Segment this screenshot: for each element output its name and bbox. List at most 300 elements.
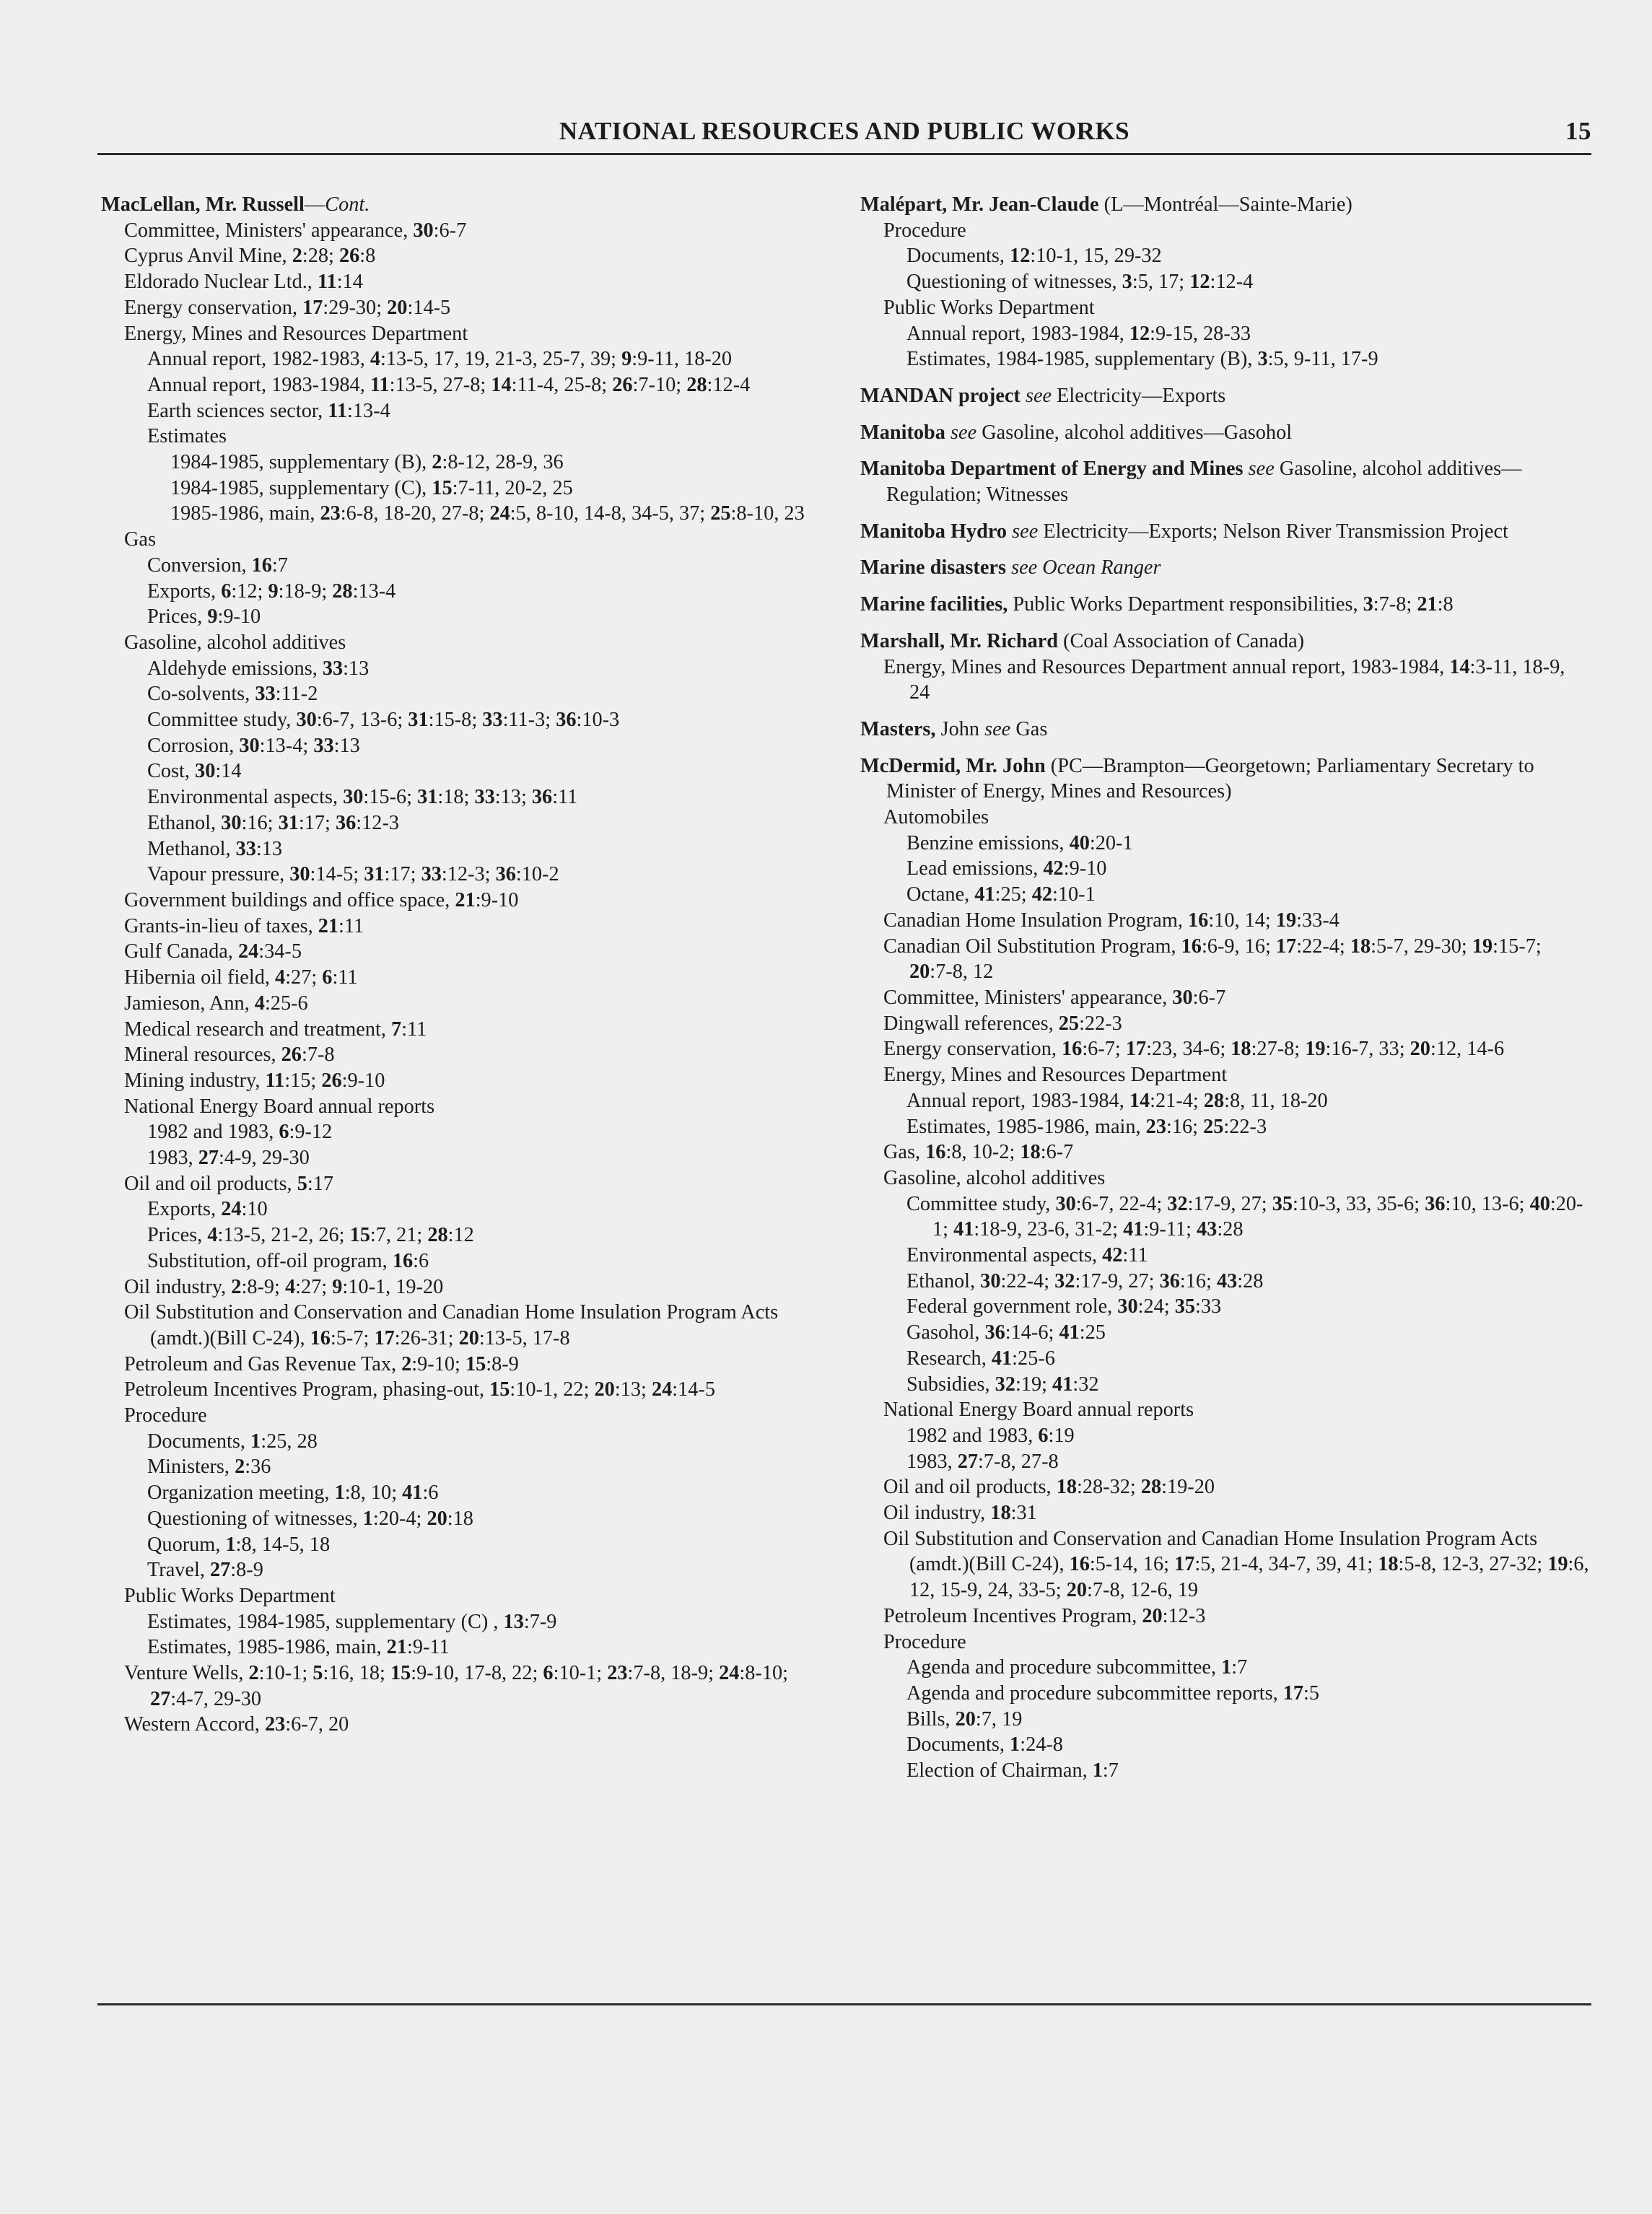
entry-text: Public Works Department [124,1584,336,1607]
entry-text: 1982 and 1983, [147,1121,279,1144]
entry-text: Ethanol, [906,1269,981,1292]
index-entry [101,1171,830,1197]
index-entry [101,1609,830,1635]
index-entry [101,1635,830,1661]
index-entry-text [124,1042,830,1068]
entry-text: Automobiles [883,806,989,829]
entry-text: :8-12, 28-9, 36 [442,451,564,474]
index-entry-text [147,1248,830,1274]
entry-text: :11 [1122,1244,1148,1267]
entry-bold-text: McDermid, Mr. John [860,754,1046,777]
entry-text: Venture Wells, [124,1662,249,1685]
index-entry-text [906,1191,1589,1243]
entry-text: :6-7 [1040,1141,1074,1164]
entry-text: :6-7; [1082,1038,1126,1061]
index-entry [101,836,830,862]
entry-text: :9-10 [341,1069,385,1092]
entry-bold-text: 16 [1069,1553,1090,1576]
entry-bold-text: 23 [320,502,341,525]
entry-bold-text: 9 [207,605,218,629]
entry-text: :10-3 [576,709,620,732]
index-entry-text [147,346,830,372]
entry-text: :8-9; [241,1275,285,1298]
index-entry [101,965,830,991]
index-entry [101,784,830,810]
entry-bold-text: 15 [432,476,453,499]
entry-bold-text: 2 [231,1275,242,1298]
entry-bold-text: 12 [1129,322,1150,345]
entry-bold-text: 30 [413,219,434,242]
index-entry [101,1712,830,1738]
entry-bold-text: 17 [1174,1553,1195,1576]
entry-bold-text: 32 [995,1373,1015,1396]
entry-text: :15-8; [428,709,483,732]
entry-text: :5-8, 12-3, 27-32; [1398,1553,1548,1576]
index-entry [860,519,1589,545]
entry-text: Electricity—Exports; Nelson River Transmission Project [1038,520,1508,543]
index-entry [860,218,1589,244]
entry-bold-text: 17 [374,1326,395,1349]
entry-text: Co-solvents, [147,683,255,706]
index-entry-text [147,836,830,862]
index-entry [860,1088,1589,1114]
entry-bold-text: 18 [1231,1038,1251,1061]
index-entry-text [883,1165,1589,1191]
index-entry [860,856,1589,882]
entry-bold-text: 36 [335,811,357,834]
index-entry [101,243,830,269]
index-entry-text [147,398,830,424]
entry-text: :9-11, 18-20 [631,348,733,371]
entry-text: :6-7, 20 [285,1713,349,1736]
index-entry [101,862,830,888]
entry-text: :6-9, 16; [1201,935,1276,958]
index-entry [860,1036,1589,1062]
entry-bold-text: 42 [1031,883,1052,906]
entry-text: Mineral resources, [124,1043,281,1067]
entry-text: Gasoline, alcohol additives [124,631,346,654]
index-entry-text [147,758,830,784]
entry-bold-text: 33 [313,734,334,757]
entry-text: :10-1; [258,1662,313,1685]
index-entry-text [883,805,1589,831]
index-entry [101,1403,830,1429]
index-entry [101,1454,830,1480]
entry-bold-text: 1 [250,1430,261,1453]
index-entry-text [860,629,1589,655]
entry-text: :3-11, 18-9, 24 [909,655,1565,704]
entry-text: :8 [359,245,376,268]
index-entry-text [124,991,830,1017]
entry-bold-text: 4 [284,1275,296,1298]
entry-text: :10-3, 33, 35-6; [1293,1192,1425,1215]
page-number: 15 [1565,117,1591,145]
index-entry-text [124,939,830,965]
index-entry [860,192,1589,218]
entry-text: Energy, Mines and Resources Department [124,322,468,345]
entry-text: National Energy Board annual reports [124,1095,435,1118]
entry-text: :27; [295,1275,333,1298]
entry-text: Federal government role, [906,1295,1118,1318]
index-entry [101,758,830,784]
index-entry-text [147,1557,830,1583]
entry-bold-text: 9 [332,1275,343,1298]
entry-text: :8, 11, 18-20 [1224,1089,1328,1112]
index-entry [101,372,830,398]
index-entry [101,1557,830,1583]
entry-text: :10-2 [515,863,559,886]
entry-text: Ethanol, [147,811,222,834]
index-entry [860,934,1589,985]
index-entry [860,908,1589,934]
entry-bold-text: 21 [1417,593,1438,616]
entry-text: :25-6 [1012,1347,1055,1370]
entry-text: :8, 10-2; [945,1141,1021,1164]
entry-bold-text: 25 [1058,1012,1080,1035]
entry-text: :13-5, 17-8 [478,1326,570,1349]
index-entry-text [906,269,1589,295]
entry-text: :5, 21-4, 34-7, 39, 41; [1194,1553,1378,1576]
index-entry-text [124,1171,830,1197]
entry-text: :9-10, 17-8, 22; [411,1662,543,1685]
index-entry [860,420,1589,446]
index-entry [101,1248,830,1274]
entry-text: :6-7, 13-6; [316,709,408,732]
index-entry-text [883,908,1589,934]
index-entry [101,1094,830,1120]
entry-text: :13; [614,1378,652,1401]
entry-text: :8-10; [739,1662,788,1685]
entry-bold-text: 19 [1547,1553,1568,1576]
entry-text: Substitution, off-oil program, [147,1249,393,1272]
index-entry-text [147,372,830,398]
index-entry [101,321,830,347]
index-entry [101,295,830,321]
entry-text: :10-1; [553,1662,608,1685]
entry-text: Exports, [147,1198,222,1221]
entry-text: Gulf Canada, [124,940,238,963]
entry-bold-text: 40 [1529,1192,1550,1215]
index-entry [860,1139,1589,1165]
index-entry [101,1274,830,1300]
entry-text: :10 [241,1198,268,1221]
index-entry [101,888,830,914]
entry-text: 1982 and 1983, [906,1424,1039,1447]
entry-bold-text: 30 [289,863,310,886]
entry-text: :11 [332,966,358,989]
entry-text: :12-3 [356,811,400,834]
entry-text: :25-6 [264,992,308,1015]
index-entry-text [860,456,1589,507]
entry-text: :13-5, 17, 19, 21-3, 25-7, 39; [380,348,622,371]
index-entry-text [101,192,830,218]
index-entry-text [124,1068,830,1094]
entry-text: :16, 18; [323,1662,390,1685]
entry-text: :12-4 [1210,271,1254,294]
entry-bold-text: 28 [1203,1089,1225,1112]
entry-text: :19-20 [1161,1476,1215,1499]
entry-text: :13 [333,734,360,757]
entry-bold-text: 33 [322,657,344,680]
index-entry-text [906,1423,1589,1449]
entry-bold-text: 11 [370,373,390,396]
index-entry [101,1583,830,1609]
entry-bold-text: 20 [1142,1604,1163,1627]
entry-text: Documents, [906,1733,1010,1756]
entry-text: Procedure [124,1404,207,1427]
index-entry-text [860,753,1589,805]
entry-bold-text: 30 [195,760,216,783]
entry-bold-text: MacLellan, Mr. Russell [101,193,305,216]
entry-text: :7, 21; [370,1224,428,1247]
entry-text: National Energy Board annual reports [883,1399,1194,1422]
index-entry-text [147,733,830,759]
entry-text: :36 [245,1456,271,1479]
entry-text: :9-10 [1063,857,1107,880]
index-entry-text [883,218,1589,244]
entry-text: :7 [1231,1656,1248,1679]
entry-text: :18; [437,786,475,809]
entry-text: Western Accord, [124,1713,265,1736]
index-entry-text [906,1294,1589,1320]
entry-text: :13-5, 27-8; [389,373,491,396]
index-entry-text [906,1681,1589,1707]
entry-text: :27; [285,966,323,989]
entry-bold-text: 33 [255,683,276,706]
entry-text: :7-10; [632,373,687,396]
index-entry [101,476,830,502]
entry-text: :11 [552,786,578,809]
index-entry-text [147,553,830,579]
entry-text: Oil Substitution and Conservation and Canadian Home Insulation Program Acts (amdt.)(Bill C-24), [124,1301,779,1349]
index-entry-text [906,321,1589,347]
entry-text: Gasoline, alcohol additives—Gasohol [976,421,1293,444]
index-entry [860,717,1589,743]
index-entry-text [860,420,1589,446]
entry-text: Methanol, [147,837,236,860]
entry-text: Procedure [883,219,966,242]
entry-text: :11-4, 25-8; [511,373,613,396]
index-entry-text [906,1346,1589,1372]
entry-bold-text: 7 [391,1018,402,1041]
entry-italic-text: see [1248,458,1275,481]
index-entry [101,1661,830,1712]
entry-text: Questioning of witnesses, [906,271,1122,294]
entry-text: :6-7 [433,219,467,242]
entry-text: Cost, [147,760,196,783]
entry-text: :15-6; [363,786,418,809]
index-entry-text [124,1377,830,1403]
entry-bold-text: 20 [955,1707,976,1730]
entry-text: :5-7; [330,1326,375,1349]
entry-text: Gas [124,528,157,551]
index-entry [101,218,830,244]
index-entry [101,630,830,656]
entry-text: Estimates, 1984-1985, supplementary (B), [906,348,1258,371]
entry-bold-text: 41 [974,883,995,906]
entry-bold-text: 42 [1102,1244,1123,1267]
entry-bold-text: 33 [421,863,442,886]
index-entry-text [860,592,1589,618]
entry-text: :10-1, 15, 29-32 [1030,245,1162,268]
entry-bold-text: 15 [489,1378,510,1401]
index-entry [860,985,1589,1011]
entry-bold-text: 33 [482,709,503,732]
entry-text: 1984-1985, supplementary (C), [170,476,432,499]
entry-text: :10, 14; [1208,909,1276,932]
entry-text: Energy, Mines and Resources Department annual report, 1983-1984, [883,655,1450,678]
index-entry-text [860,717,1589,743]
entry-bold-text: 25 [710,502,731,525]
index-entry [860,1269,1589,1295]
entry-text: :18-9; [278,579,333,603]
index-entry-text [883,1397,1589,1423]
entry-bold-text: Marine disasters [860,556,1006,579]
entry-italic-text: see [984,717,1011,740]
index-entry [101,991,830,1017]
entry-text: :7-8; [1373,593,1417,616]
index-entry-text [906,1372,1589,1398]
entry-text: Agenda and procedure subcommittee, [906,1656,1222,1679]
index-entry-text [883,1603,1589,1629]
entry-text: :25; [995,883,1032,906]
entry-text: :22-3 [1079,1012,1122,1035]
entry-bold-text: 9 [621,348,632,371]
entry-bold-text: Marine facilities, [860,593,1008,616]
index-entry-text [124,914,830,940]
entry-text: :11-3; [502,709,556,732]
entry-text: Environmental aspects, [147,786,344,809]
entry-bold-text: 28 [1140,1476,1162,1499]
entry-text: :15; [284,1069,322,1092]
entry-text: :28 [1217,1218,1244,1241]
index-entry-text [147,784,830,810]
entry-bold-text: 28 [427,1224,448,1247]
index-entry-text [883,655,1589,706]
entry-bold-text: 40 [1069,831,1090,854]
index-entry [101,656,830,682]
entry-text: Environmental aspects, [906,1244,1103,1267]
entry-bold-text: 26 [612,373,633,396]
entry-bold-text: 27 [150,1687,171,1710]
index-entry-text [906,831,1589,857]
right-column [860,192,1589,1784]
index-entry [101,681,830,707]
entry-text: Gasoline, alcohol additives [883,1166,1106,1189]
entry-bold-text: 3 [1363,593,1373,616]
entry-text: Petroleum and Gas Revenue Tax, [124,1352,402,1375]
entry-bold-text: 4 [275,966,286,989]
entry-text: :22-4; [1296,935,1350,958]
index-entry [860,1346,1589,1372]
index-entry [860,831,1589,857]
entry-text: Estimates [147,425,227,448]
entry-text: :12-3; [441,863,496,886]
entry-text: :22-4; [1000,1269,1055,1292]
entry-text: Documents, [147,1430,251,1453]
index-entry [101,192,830,218]
entry-text: :8-9 [230,1559,263,1582]
entry-text: :19; [1015,1373,1053,1396]
entry-bold-text: 2 [292,245,302,268]
index-entry [860,629,1589,655]
index-entry-text [124,1300,830,1351]
index-entry-text [147,1119,830,1145]
index-entry [860,1191,1589,1243]
entry-bold-text: 41 [1052,1373,1073,1396]
entry-bold-text: 23 [264,1713,286,1736]
entry-text: :16; [1166,1115,1204,1138]
entry-text: Medical research and treatment, [124,1018,392,1041]
entry-bold-text: 41 [991,1347,1013,1370]
entry-text: Quorum, [147,1533,226,1556]
entry-text: Public Works Department responsibilities, [1008,593,1363,616]
index-entry-text [883,934,1589,985]
entry-text: :16; [1179,1269,1217,1292]
index-entry-text [147,1454,830,1480]
index-entry-text [147,1196,830,1222]
entry-bold-text: 27 [957,1450,979,1473]
entry-text: :21-4; [1150,1089,1204,1112]
entry-bold-text: 12 [1189,271,1210,294]
entry-text: :7-8, 27-8 [978,1450,1059,1473]
index-entry [101,501,830,527]
entry-bold-text: 36 [1159,1269,1180,1292]
entry-bold-text: 4 [370,348,381,371]
entry-text: Committee, Ministers' appearance, [124,219,414,242]
index-entry [101,1506,830,1532]
index-entry [860,1423,1589,1449]
entry-text: :33-4 [1296,909,1339,932]
entry-bold-text: 2 [235,1456,245,1479]
entry-text: :5, 9-11, 17-9 [1267,348,1378,371]
entry-italic-text: see [1025,384,1052,407]
index-entry-text [170,450,830,476]
entry-text: Cyprus Anvil Mine, [124,245,292,268]
index-entry-text [124,1017,830,1043]
entry-text: :12; [231,579,268,603]
entry-bold-text: 17 [1275,935,1297,958]
index-entry-text [147,1635,830,1661]
entry-text: Estimates, 1985-1986, main, [147,1636,387,1659]
entry-text: :9-10 [475,888,519,911]
entry-bold-text: 30 [1055,1192,1076,1215]
entry-bold-text: 16 [1062,1038,1083,1061]
index-entry [101,810,830,836]
index-entry [101,424,830,450]
entry-text: Dingwall references, [883,1012,1059,1035]
index-entry [860,1294,1589,1320]
index-entry-text [883,1036,1589,1062]
entry-text: :14-5 [407,296,451,319]
index-entry-text [124,1094,830,1120]
entry-bold-text: 17 [1125,1038,1147,1061]
entry-text: :22-3 [1223,1115,1267,1138]
entry-text: :5-14, 16; [1089,1553,1175,1576]
entry-bold-text: 31 [278,811,299,834]
index-entry-text [883,1474,1589,1500]
index-entry-text [124,630,830,656]
index-entry-text [860,383,1589,409]
entry-text: Exports, [147,579,222,603]
entry-bold-text: 36 [556,709,577,732]
entry-bold-text: Marshall, Mr. Richard [860,629,1059,652]
entry-bold-text: 41 [953,1218,974,1241]
entry-text: :29-30; [323,296,388,319]
entry-text: :7 [271,554,288,577]
index-entry-text [124,1712,830,1738]
entry-text: :24-8 [1020,1733,1063,1756]
